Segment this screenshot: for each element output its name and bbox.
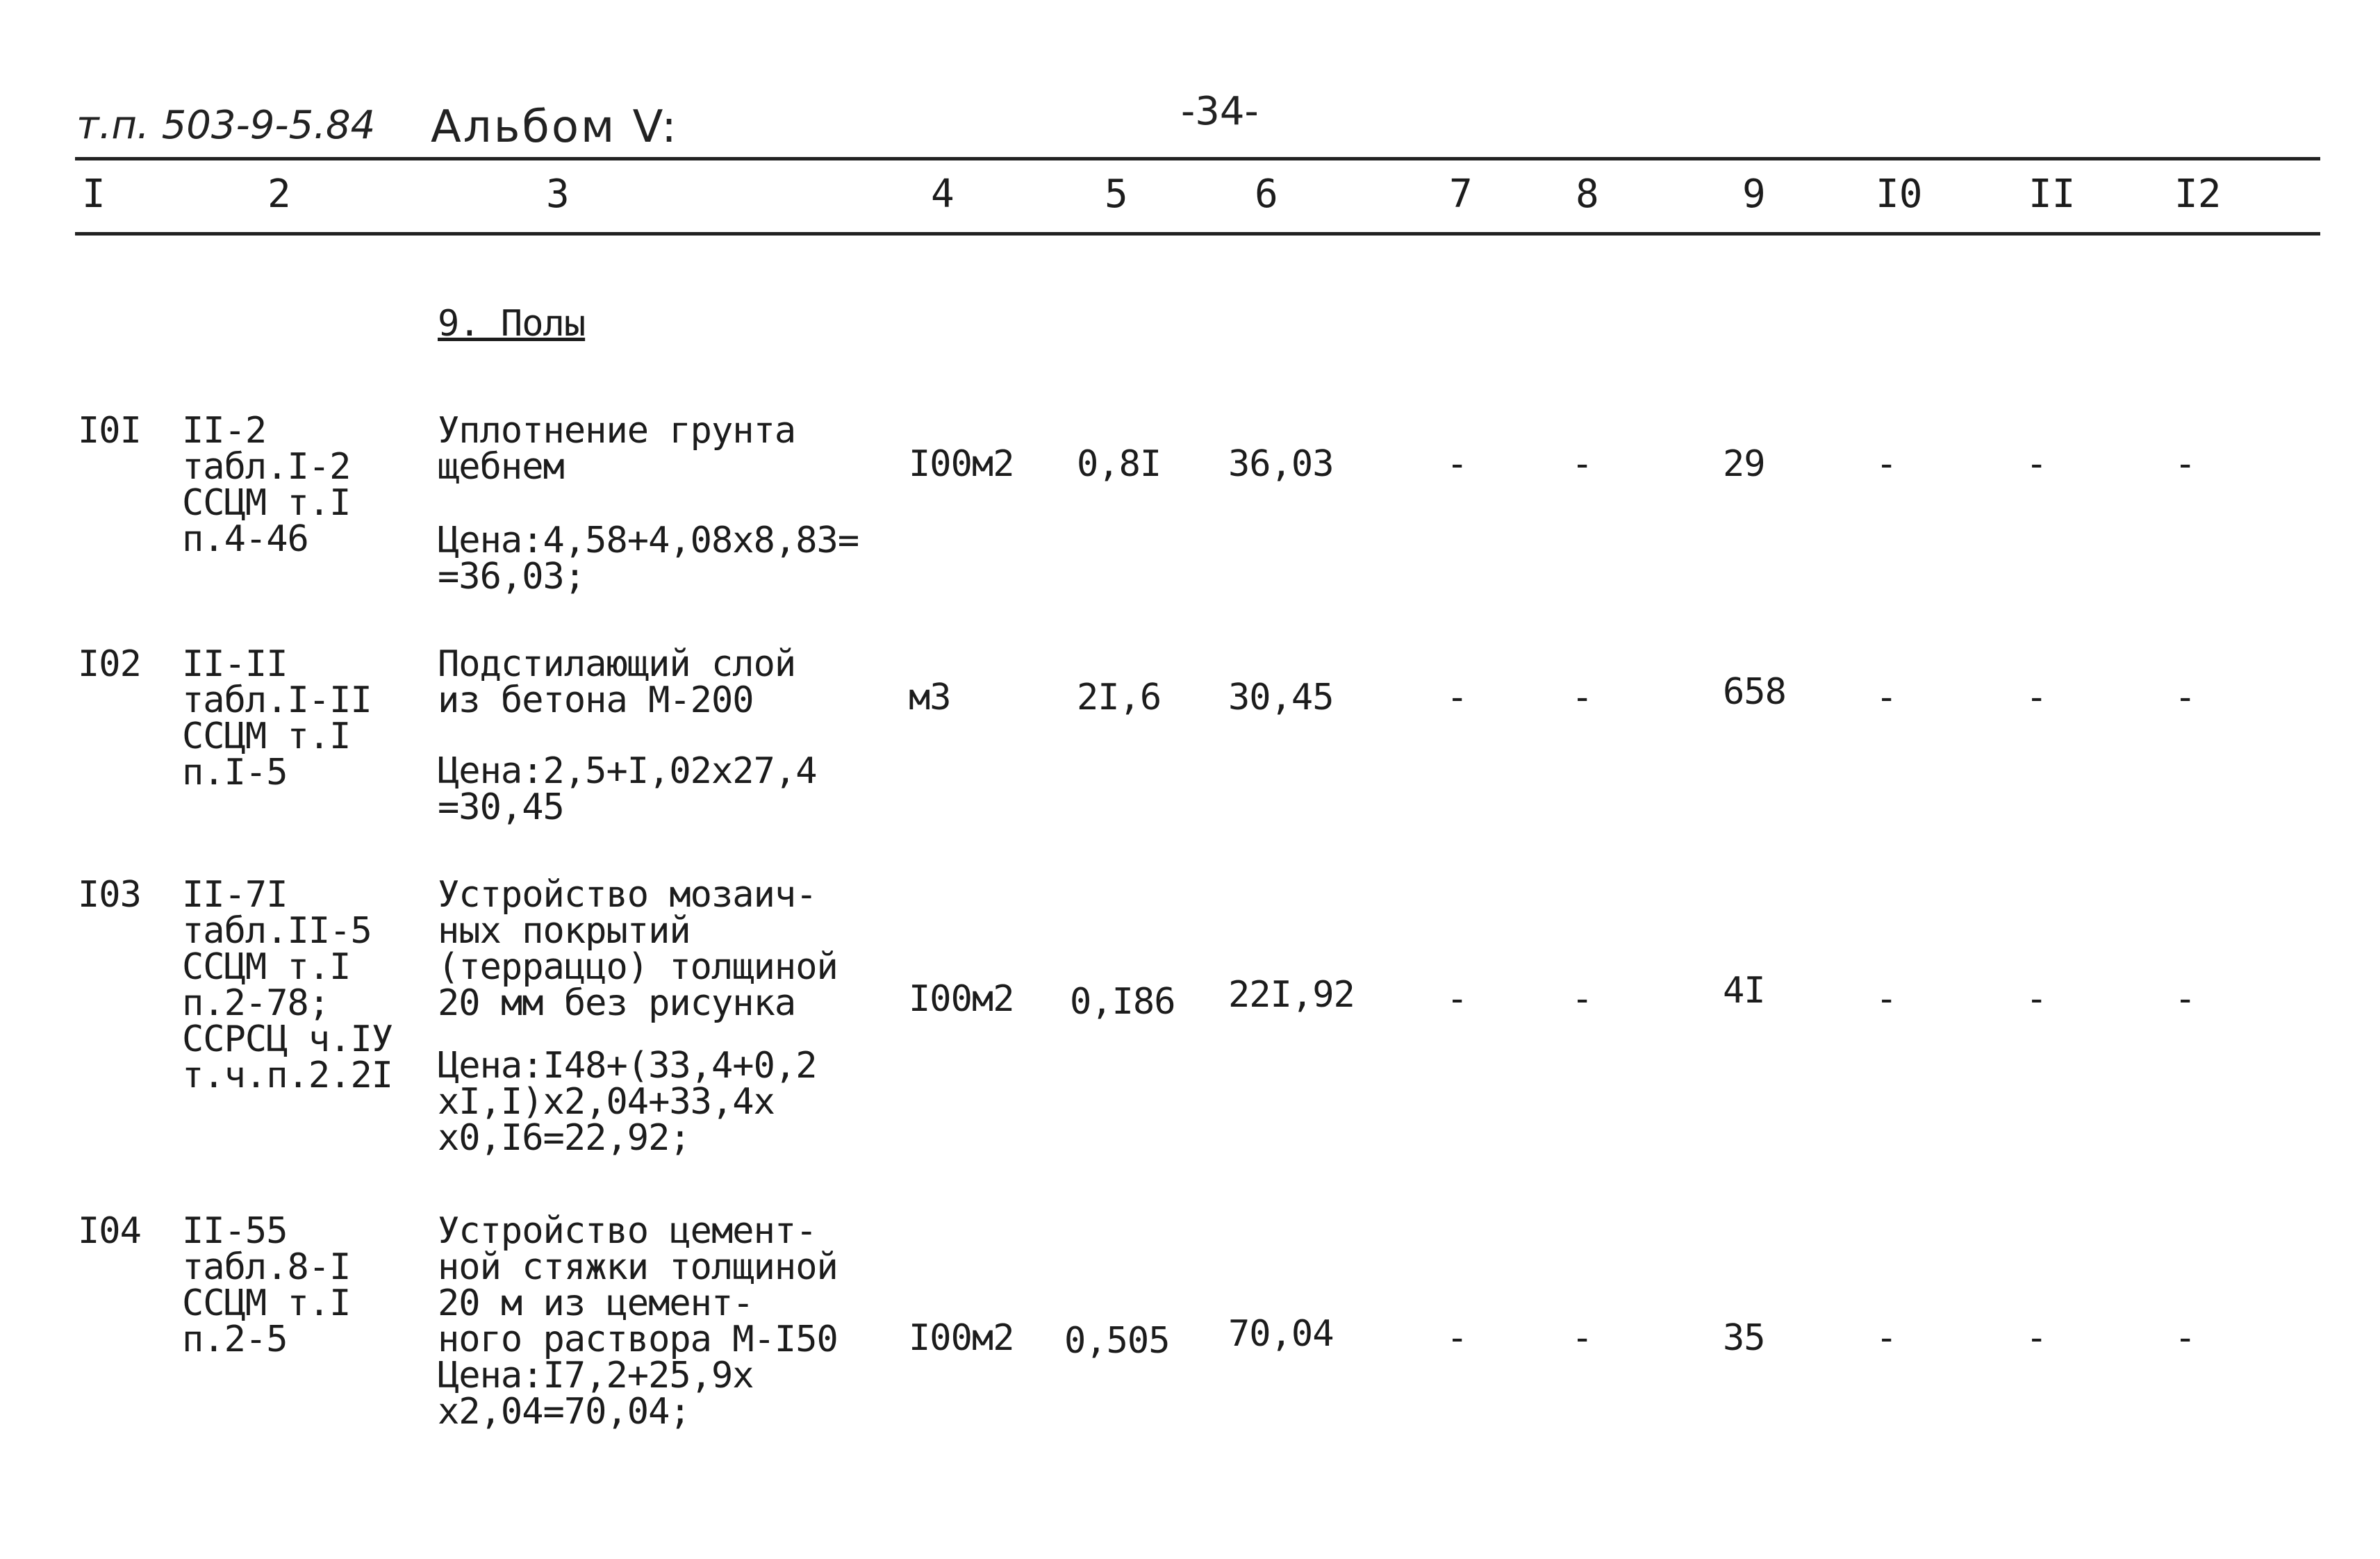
column-header-9: 9 bbox=[1742, 172, 1766, 217]
row-reference: II-7I табл.II-5 ССЦМ т.I п.2-78; ССРСЦ ч.IУ т.ч.п.2.2I bbox=[182, 874, 393, 1096]
column-header-4: 4 bbox=[931, 172, 955, 217]
row-work-name: Устройство мозаич- ных покрытий (терраццо) толщиной 20 мм без рисунка bbox=[438, 874, 838, 1024]
row-col11: - bbox=[2026, 978, 2047, 1020]
column-header-12: I2 bbox=[2174, 172, 2222, 217]
document-code: т.п. 503-9-5.84 bbox=[76, 103, 376, 148]
row-col12: - bbox=[2174, 677, 2196, 718]
column-header-10: I0 bbox=[1876, 172, 1923, 217]
row-col9: 29 bbox=[1723, 443, 1765, 485]
row-col10: - bbox=[1876, 1317, 1897, 1359]
row-price-calc: Цена:2,5+I,02х27,4 =30,45 bbox=[438, 750, 817, 828]
row-col9: 4I bbox=[1723, 970, 1765, 1012]
row-work-name: Устройство цемент- ной стяжки толщиной 20 м из цемент- ного раствора М-I50 bbox=[438, 1210, 838, 1360]
column-header-3: 3 bbox=[546, 172, 570, 217]
row-col11: - bbox=[2026, 443, 2047, 485]
row-price-calc: Цена:I48+(33,4+0,2 хI,I)х2,04+33,4х х0,I6=22,92; bbox=[438, 1045, 817, 1159]
row-col11: - bbox=[2026, 677, 2047, 718]
row-price-calc: Цена:I7,2+25,9х х2,04=70,04; bbox=[438, 1355, 754, 1433]
column-header-11: II bbox=[2028, 172, 2076, 217]
row-quantity: 0,I86 bbox=[1070, 981, 1175, 1023]
header-top-rule bbox=[75, 157, 2320, 160]
row-quantity: 0,8I bbox=[1077, 443, 1162, 485]
section-title: 9. Полы bbox=[438, 303, 586, 345]
row-col12: - bbox=[2174, 978, 2196, 1020]
row-number: I0I bbox=[78, 410, 141, 452]
row-col7: - bbox=[1446, 978, 1468, 1020]
row-col7: - bbox=[1446, 1317, 1468, 1359]
column-header-7: 7 bbox=[1449, 172, 1473, 217]
row-col7: - bbox=[1446, 677, 1468, 718]
column-header-2: 2 bbox=[267, 172, 291, 217]
row-col10: - bbox=[1876, 443, 1897, 485]
row-unit: I00м2 bbox=[909, 978, 1014, 1020]
row-unit-cost: 30,45 bbox=[1228, 677, 1334, 718]
column-header-6: 6 bbox=[1255, 172, 1278, 217]
row-unit-cost: 36,03 bbox=[1228, 443, 1334, 485]
row-number: I02 bbox=[78, 643, 141, 685]
row-unit-cost: 22I,92 bbox=[1228, 974, 1355, 1016]
row-work-name: Подстилающий слой из бетона М-200 bbox=[438, 643, 796, 721]
row-number: I04 bbox=[78, 1210, 141, 1252]
row-col12: - bbox=[2174, 1317, 2196, 1359]
row-quantity: 2I,6 bbox=[1077, 677, 1162, 718]
row-col11: - bbox=[2026, 1317, 2047, 1359]
row-col8: - bbox=[1571, 1317, 1593, 1359]
header-bottom-rule bbox=[75, 232, 2320, 236]
row-unit: м3 bbox=[909, 677, 951, 718]
row-col12: - bbox=[2174, 443, 2196, 485]
row-col10: - bbox=[1876, 677, 1897, 718]
album-label: Альбом V: bbox=[431, 101, 679, 153]
row-col9: 658 bbox=[1723, 671, 1786, 713]
page-number: -34- bbox=[1181, 89, 1259, 134]
row-col8: - bbox=[1571, 978, 1593, 1020]
row-col10: - bbox=[1876, 978, 1897, 1020]
row-reference: II-55 табл.8-I ССЦМ т.I п.2-5 bbox=[182, 1210, 351, 1360]
row-unit: I00м2 bbox=[909, 1317, 1014, 1359]
row-quantity: 0,505 bbox=[1064, 1320, 1170, 1362]
row-unit: I00м2 bbox=[909, 443, 1014, 485]
row-reference: II-2 табл.I-2 ССЦМ т.I п.4-46 bbox=[182, 410, 351, 560]
column-header-1: I bbox=[82, 172, 106, 217]
row-work-name: Уплотнение грунта щебнем bbox=[438, 410, 796, 488]
row-col9: 35 bbox=[1723, 1317, 1765, 1359]
column-header-8: 8 bbox=[1576, 172, 1599, 217]
row-col8: - bbox=[1571, 677, 1593, 718]
column-header-5: 5 bbox=[1105, 172, 1128, 217]
row-col8: - bbox=[1571, 443, 1593, 485]
row-number: I03 bbox=[78, 874, 141, 916]
row-col7: - bbox=[1446, 443, 1468, 485]
row-price-calc: Цена:4,58+4,08х8,83= =36,03; bbox=[438, 520, 859, 597]
row-reference: II-II табл.I-II ССЦМ т.I п.I-5 bbox=[182, 643, 372, 793]
row-unit-cost: 70,04 bbox=[1228, 1313, 1334, 1355]
